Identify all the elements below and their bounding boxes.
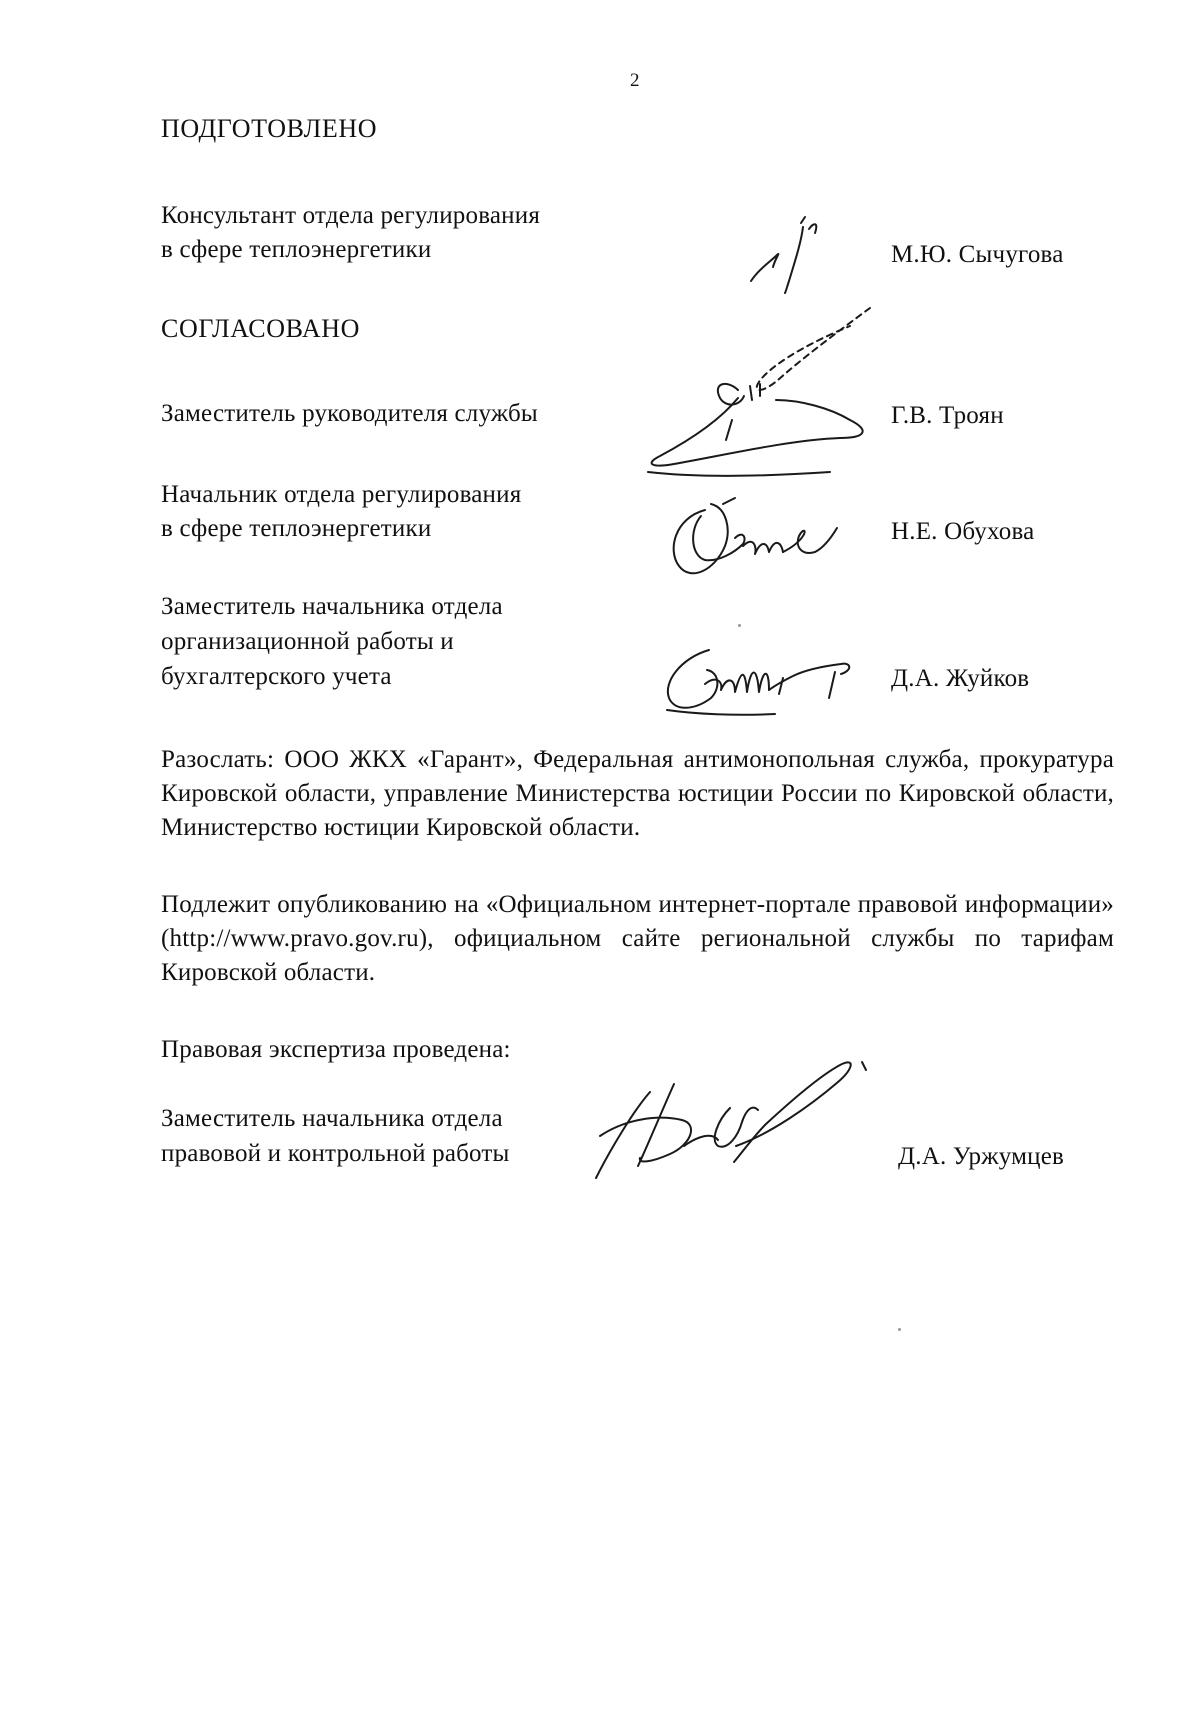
approver2-position-line1: Начальник отдела регулирования (161, 481, 522, 508)
publication-paragraph: Подлежит опубликованию на «Официальном интернет-портале правовой информации» (http://www.pravo.gov.ru), официальном сайте региональной службы по тарифам Кировской области. (161, 891, 1114, 986)
approver3-name: Д.А. Жуйков (891, 665, 1030, 692)
approver1-position: Заместитель руководителя службы (161, 400, 538, 427)
legal-review-position-line2: правовой и контрольной работы (161, 1140, 510, 1167)
prepared-heading: ПОДГОТОВЛЕНО (161, 114, 378, 143)
legal-review-position-line1: Заместитель начальника отдела (161, 1105, 503, 1132)
legal-review-name: Д.А. Уржумцев (898, 1143, 1065, 1170)
scan-speck (898, 1328, 901, 1331)
legal-review-heading: Правовая экспертиза проведена: (161, 1036, 511, 1063)
approver3-position-line3: бухгалтерского учета (161, 663, 392, 690)
distribution-paragraph: Разослать: ООО ЖКХ «Гарант», Федеральная антимонопольная служба, прокуратура Кировской области, управление Министерства юстиции России по Кировской области, Министерство юстиции Кировской области. (161, 746, 1114, 841)
prepared-signer-name: М.Ю. Сычугова (891, 241, 1064, 268)
page-number: 2 (630, 70, 640, 91)
signature-troyan (640, 300, 880, 480)
signature-urzhumtsev (580, 1050, 870, 1190)
signature-obukhova (665, 490, 845, 580)
prepared-position-line1: Консультант отдела регулирования (161, 202, 541, 229)
signature-sychugova (745, 215, 835, 295)
signature-zhuykov (655, 640, 875, 720)
approver2-name: Н.Е. Обухова (891, 518, 1035, 545)
approver2-position-line2: в сфере теплоэнергетики (161, 515, 432, 542)
approved-heading: СОГЛАСОВАНО (161, 314, 361, 343)
approver3-position-line1: Заместитель начальника отдела (161, 593, 503, 620)
scan-speck (738, 624, 741, 627)
prepared-position-line2: в сфере теплоэнергетики (161, 236, 432, 263)
approver3-position-line2: организационной работы и (161, 628, 454, 655)
approver1-name: Г.В. Троян (891, 402, 1004, 429)
